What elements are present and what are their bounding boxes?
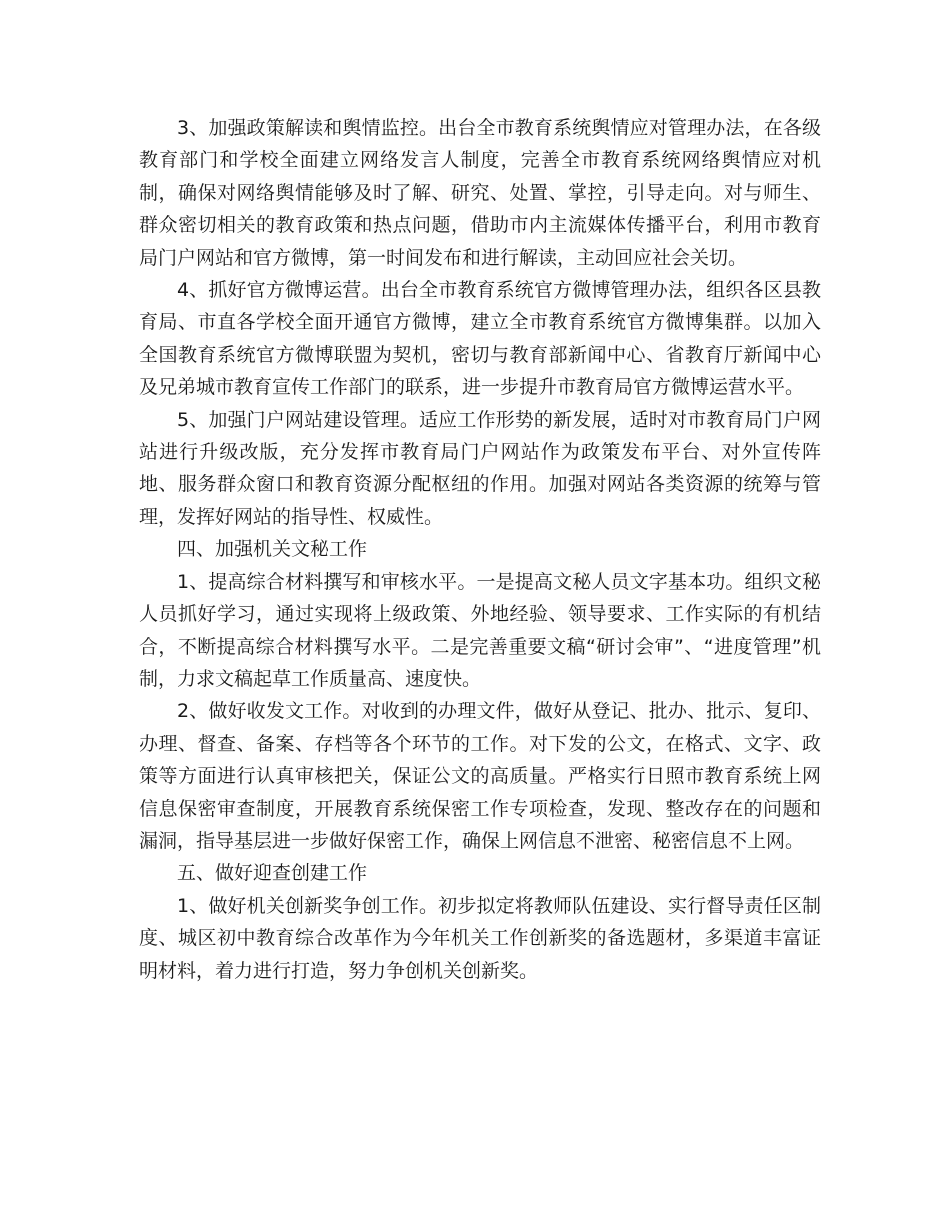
paragraph-item-3-policy-interpretation: 3、加强政策解读和舆情监控。出台全市教育系统舆情应对管理办法，在各级教育部门和学校全面建立网络发言人制度，完善全市教育系统网络舆情应对机制，确保对网络舆情能够及时了解、研究、处置、掌控，引导走向。对与师生、群众密切相关的教育政策和热点问题，借助市内主流媒体传播平台，利用市教育局门户网站和官方微博，第一时间发布和进行解读，主动回应社会关切。 xyxy=(139,117,821,269)
paragraph-item-1-innovation-award: 1、做好机关创新奖争创工作。初步拟定将教师队伍建设、实行督导责任区制度、城区初中教育综合改革作为今年机关工作创新奖的备选题材，多渠道丰富证明材料，着力进行打造，努力争创机关创新奖。 xyxy=(139,894,821,982)
document-body xyxy=(139,112,821,987)
paragraph-item-2-document-handling: 2、做好收发文工作。对收到的办理文件，做好从登记、批办、批示、复印、办理、督查、备案、存档等各个环节的工作。对下发的公文，在格式、文字、政策等方面进行认真审核把关，保证公文的高质量。严格实行日照市教育系统上网信息保密审查制度，开展教育系统保密工作专项检查，发现、整改存在的问题和漏洞，指导基层进一步做好保密工作，确保上网信息不泄密、秘密信息不上网。 xyxy=(139,700,821,852)
paragraph-item-4-official-weibo: 4、抓好官方微博运营。出台全市教育系统官方微博管理办法，组织各区县教育局、市直各学校全面开通官方微博，建立全市教育系统官方微博集群。以加入全国教育系统官方微博联盟为契机，密切与教育部新闻中心、省教育厅新闻中心及兄弟城市教育宣传工作部门的联系，进一步提升市教育局官方微博运营水平。 xyxy=(139,279,821,399)
section-heading-4: 四、加强机关文秘工作 xyxy=(177,538,368,561)
paragraph-item-5-portal-website: 5、加强门户网站建设管理。适应工作形势的新发展，适时对市教育局门户网站进行升级改版，充分发挥市教育局门户网站作为政策发布平台、对外宣传阵地、服务群众窗口和教育资源分配枢纽的作用。加强对网站各类资源的统筹与管理，发挥好网站的指导性、权威性。 xyxy=(139,408,821,528)
paragraph-item-1-writing-review: 1、提高综合材料撰写和审核水平。一是提高文秘人员文字基本功。组织文秘人员抓好学习，通过实现将上级政策、外地经验、领导要求、工作实际的有机结合，不断提高综合材料撰写水平。二是完善重要文稿“研讨会审”、“进度管理”机制，力求文稿起草工作质量高、速度快。 xyxy=(139,570,821,690)
section-heading-5: 五、做好迎查创建工作 xyxy=(177,862,368,885)
